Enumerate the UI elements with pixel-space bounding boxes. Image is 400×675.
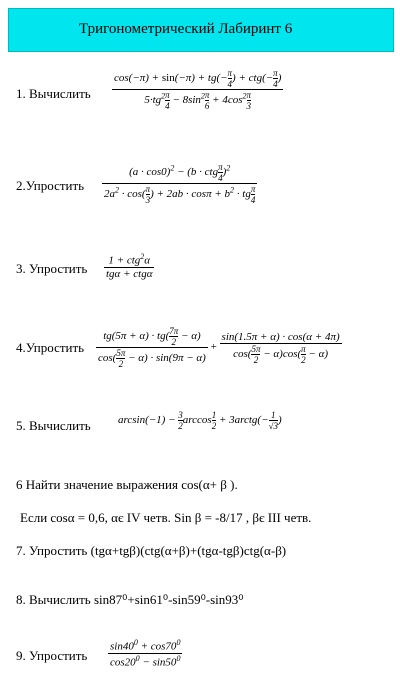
task-6-conditions: Если cosα = 0,6, αє IV четв. Sin β = -8/17 , βє III четв. xyxy=(20,510,312,525)
formula-9-denominator: $\cos 20^0 - \sin 50^0$ xyxy=(110,653,181,669)
formula-4a-numerator: tg(5π + α) · tg( $\frac{7\pi}{2}$ − α) xyxy=(96,326,208,348)
formula-4: tg(5π + α) · tg( $\frac{7\pi}{2}$ − α) cos( $\frac{5\pi}{2}$ − α) · sin(9π − α) + sin(1.5π + α) · cos(α + 4π) cos( $\frac{5\pi}{2}$ − α)cos( $\frac{\pi}{2}$ − α) xyxy=(98,326,340,369)
formula-3 xyxy=(104,252,154,280)
formula-9-numerator: $\sin 40^0 + \cos 70^0$ xyxy=(110,638,181,653)
formula-2-denominator: $2a^2 \cdot \cos$( $\frac{\pi}{3}$ ) + $2ab \cdot \cos\pi + b^2$ · tg $\frac{\pi}{4}$ xyxy=(104,184,256,205)
task-4-label: 4.Упростить xyxy=(16,340,85,355)
formula-4b-denominator: cos( $\frac{5\pi}{2}$ − α)cos( $\frac{\pi}{2}$ − α) xyxy=(233,343,329,365)
task-1-label: 1. Вычислить xyxy=(16,86,91,101)
task-3-label: 3. Упростить xyxy=(16,261,88,276)
formula-4b-numerator: sin(1.5π + α) · cos(α + 4π) xyxy=(221,330,340,343)
task-9-label: 9. Упростить xyxy=(16,648,88,663)
task-2-label: 2.Упростить xyxy=(16,178,85,193)
page-title: Тригонометрический Лабиринт 6 xyxy=(79,21,293,37)
task-7-label: 7. Упростить (tgα+tgβ)(ctg(α+β)+(tgα-tgβ)ctg(α-β) xyxy=(16,543,287,558)
formula-1-numerator: cos(−π) + sin(−π) + tg(− $\frac{\pi}{4}$ ) + ctg(− $\frac{\pi}{4}$ ) xyxy=(114,68,282,89)
formula-5: arcsin(−1) − $\frac{3}{2}$ arccos $\frac{1}{2}$ + 3arctg(− $\frac{1}{√3}$ ) xyxy=(118,410,282,431)
task-6-label: 6 Найти значение выражения cos(α+ β ). xyxy=(16,477,238,492)
formula-1 xyxy=(112,68,283,111)
header-banner xyxy=(8,8,394,52)
formula-2-numerator: $(a \cdot \cos 0)^2 - (b$ · ctg $\frac{\pi}{4}$ )$^2$ xyxy=(102,162,257,184)
formula-2 xyxy=(102,162,257,205)
formula-4a-denominator: cos( $\frac{5\pi}{2}$ − α) · sin(9π − α) xyxy=(98,348,206,369)
task-5-label: 5. Вычислить xyxy=(16,418,91,433)
formula-9 xyxy=(108,638,182,668)
formula-1-denominator: $5\cdot tg^2$ $\frac{\pi}{4}$ − $8\sin^2$ $\frac{\pi}{6}$ + $4\cos^2$ $\frac{\pi}{3}$ xyxy=(144,90,252,111)
formula-3-numerator: 1 + ctg$^2$α xyxy=(104,252,154,268)
task-8-label: 8. Вычислить sin87⁰+sin61⁰-sin59⁰-sin93⁰ xyxy=(16,592,244,607)
formula-3-denominator: tgα + ctgα xyxy=(106,267,153,280)
